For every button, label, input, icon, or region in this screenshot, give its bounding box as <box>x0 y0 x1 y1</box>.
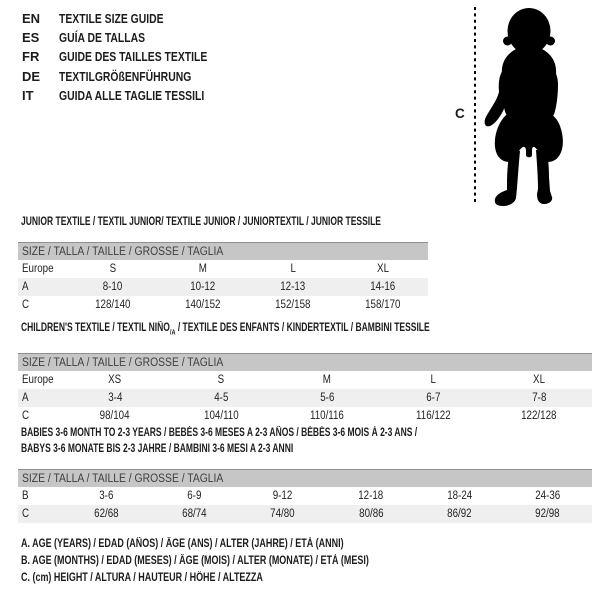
row-label-text: C <box>22 508 30 520</box>
size-cell-text: 7-8 <box>531 392 547 405</box>
junior-table-section <box>18 214 592 314</box>
size-cell <box>62 487 150 505</box>
row-label-text: C <box>22 299 30 312</box>
language-label: GUIDA ALLE TAGLIE TESSILI <box>59 87 205 103</box>
size-cell <box>274 389 380 407</box>
size-header-bar: SIZE / TALLA / TAILLE / GRÖSSE / TAGLIA <box>18 353 592 371</box>
toddler-body <box>485 8 563 206</box>
language-row <box>22 28 244 47</box>
size-cell <box>239 487 327 505</box>
size-cell <box>338 296 428 314</box>
size-cell-text: L <box>290 263 296 276</box>
size-cell-text: XL <box>533 374 545 387</box>
size-cell <box>338 260 428 278</box>
size-cell-text: 152/158 <box>275 299 311 312</box>
size-cell <box>150 505 238 523</box>
size-cell <box>168 407 274 425</box>
row-label-text: B <box>22 490 29 502</box>
children-size-table <box>18 371 592 425</box>
size-cell-text: 5-6 <box>319 392 335 405</box>
size-cell <box>486 407 592 425</box>
size-cell <box>150 487 238 505</box>
babies-size-table <box>18 487 592 523</box>
row-label <box>18 278 68 296</box>
children-table-title: CHILDREN'S TEXTILE / TEXTIL $NIÑO_{/A}$ / TEXTILE DES ENFANTS / KINDERTEXTIL / BAMBINI TESSILE <box>21 322 430 337</box>
size-cell-text: 62/68 <box>93 508 119 520</box>
size-cell-text: XL <box>377 263 389 276</box>
size-cell-text: 14-16 <box>370 281 396 294</box>
table-row <box>18 407 592 425</box>
size-cell-text: M <box>198 263 208 276</box>
footnote-text: B. AGE (MONTHS) / EDAD (MESES) / ÂGE (MOIS) / ALTER (MONATE) / ETÀ (MESI) <box>21 555 369 568</box>
size-cell <box>68 260 158 278</box>
size-cell-text: 128/140 <box>95 299 131 312</box>
size-cell-text: 12-18 <box>358 490 384 502</box>
size-cell-text: 12-13 <box>280 281 306 294</box>
size-cell-text: 140/152 <box>185 299 221 312</box>
size-cell <box>158 278 248 296</box>
row-label <box>18 505 62 523</box>
size-cell <box>68 296 158 314</box>
size-cell-text: 24-36 <box>535 490 561 502</box>
size-cell <box>486 371 592 389</box>
size-figure <box>452 4 592 210</box>
size-cell <box>380 371 486 389</box>
size-cell-text: 6-7 <box>425 392 441 405</box>
size-cell <box>486 389 592 407</box>
size-cell <box>504 487 592 505</box>
babies-table-section <box>18 425 592 523</box>
size-cell-text: 3-4 <box>107 392 123 405</box>
size-cell <box>248 296 338 314</box>
language-code: IT <box>22 87 34 103</box>
size-cell-text: 116/122 <box>415 410 451 423</box>
table-row <box>18 389 592 407</box>
row-label-text: A <box>22 392 29 405</box>
size-cell <box>327 487 415 505</box>
size-cell <box>327 505 415 523</box>
language-code: ES <box>22 30 40 46</box>
language-code: FR <box>22 49 40 65</box>
row-label <box>18 487 62 505</box>
language-row <box>22 86 244 105</box>
size-cell-text: 74/80 <box>270 508 296 520</box>
size-cell <box>380 389 486 407</box>
row-label-text: Europe <box>22 374 54 387</box>
footnote-line <box>21 570 467 587</box>
size-cell-text: 86/92 <box>447 508 472 520</box>
footnote-line <box>21 536 467 553</box>
size-cell-text: 68/74 <box>182 508 207 520</box>
language-code: EN <box>22 11 41 27</box>
table-row <box>18 278 428 296</box>
size-cell <box>415 505 503 523</box>
size-cell-text: S <box>109 263 117 276</box>
size-cell <box>168 389 274 407</box>
footnote-text: C. (cm) HEIGHT / ALTURA / HAUTEUR / HÖHE / ALTEZZA <box>21 572 263 585</box>
table-row <box>18 260 428 278</box>
size-cell <box>158 260 248 278</box>
size-cell-text: 9-12 <box>273 490 293 502</box>
size-cell <box>338 278 428 296</box>
size-cell <box>380 407 486 425</box>
height-marker-label: C <box>455 106 465 121</box>
size-cell <box>158 296 248 314</box>
footnote-text: A. AGE (YEARS) / EDAD (AÑOS) / ÂGE (ANS) / ALTER (JAHRE) / ETÀ (ANNI) <box>21 538 344 551</box>
size-cell <box>239 505 327 523</box>
language-row <box>22 67 244 86</box>
size-cell <box>62 505 150 523</box>
size-cell-text: 122/128 <box>521 410 557 423</box>
row-label-text: Europe <box>22 263 54 276</box>
size-cell <box>274 407 380 425</box>
footnote-line <box>21 553 467 570</box>
size-header-bar: SIZE / TALLA / TAILLE / GRÖSSE / TAGLIA <box>18 469 592 487</box>
babies-table-title-line2: BABYS 3-6 MONATE BIS 2-3 JAHRE / BAMBINI 3-6 MESI A 2-3 ANNI <box>21 443 294 455</box>
size-cell-text: 92/98 <box>535 508 561 520</box>
size-cell-text: 18-24 <box>446 490 472 502</box>
junior-size-table <box>18 260 428 314</box>
size-cell <box>274 371 380 389</box>
language-label: TEXTILGRÖßENFÜHRUNG <box>59 68 192 84</box>
size-cell-text: 6-9 <box>187 490 202 502</box>
size-cell <box>504 505 592 523</box>
size-cell <box>168 371 274 389</box>
size-cell-text: 80/86 <box>358 508 384 520</box>
size-cell <box>248 260 338 278</box>
language-label: TEXTILE SIZE GUIDE <box>59 11 164 27</box>
size-cell <box>62 389 168 407</box>
size-cell-text: 158/170 <box>365 299 401 312</box>
size-cell-text: 3-6 <box>99 490 114 502</box>
toddler-silhouette <box>452 4 592 210</box>
size-cell <box>62 407 168 425</box>
size-cell-text: 10-12 <box>190 281 216 294</box>
row-label <box>18 371 62 389</box>
language-list <box>22 9 244 105</box>
size-cell-text: 4-5 <box>213 392 229 405</box>
language-label: GUIDE DES TAILLES TEXTILE <box>59 49 208 65</box>
size-cell-text: 8-10 <box>103 281 123 294</box>
size-cell-text: 104/110 <box>203 410 239 423</box>
junior-table-title: JUNIOR TEXTILE / TEXTIL JUNIOR/ TEXTILE JUNIOR / JUNIORTEXTIL / JUNIOR TESSILE <box>21 216 381 228</box>
size-cell <box>62 371 168 389</box>
language-row <box>22 47 244 66</box>
table-row <box>18 487 592 505</box>
table-row <box>18 371 592 389</box>
row-label <box>18 296 68 314</box>
size-cell-text: XS <box>108 374 122 387</box>
size-cell <box>68 278 158 296</box>
language-row <box>22 9 244 28</box>
footnotes <box>21 536 467 587</box>
size-cell-text: L <box>430 374 436 387</box>
row-label <box>18 260 68 278</box>
size-cell-text: 110/116 <box>310 410 344 423</box>
children-table-section <box>18 320 592 425</box>
language-code: DE <box>22 68 41 84</box>
size-cell-text: S <box>217 374 225 387</box>
size-cell-text: M <box>322 374 332 387</box>
table-row <box>18 505 592 523</box>
size-cell-text: 98/104 <box>100 410 130 423</box>
size-cell <box>248 278 338 296</box>
row-label-text: C <box>22 410 30 423</box>
size-cell <box>415 487 503 505</box>
table-row <box>18 296 428 314</box>
row-label-text: A <box>22 281 29 294</box>
language-label: GUÍA DE TALLAS <box>59 30 146 46</box>
size-header-bar: SIZE / TALLA / TAILLE / GRÖSSE / TAGLIA <box>18 242 428 260</box>
babies-table-title-line1: BABIES 3-6 MONTH TO 2-3 YEARS / BEBÉS 3-6 MESES A 2-3 AÑOS / BÉBÉS 3-6 MOIS À 2-3 ANS / <box>21 427 418 439</box>
row-label <box>18 389 62 407</box>
row-label <box>18 407 62 425</box>
